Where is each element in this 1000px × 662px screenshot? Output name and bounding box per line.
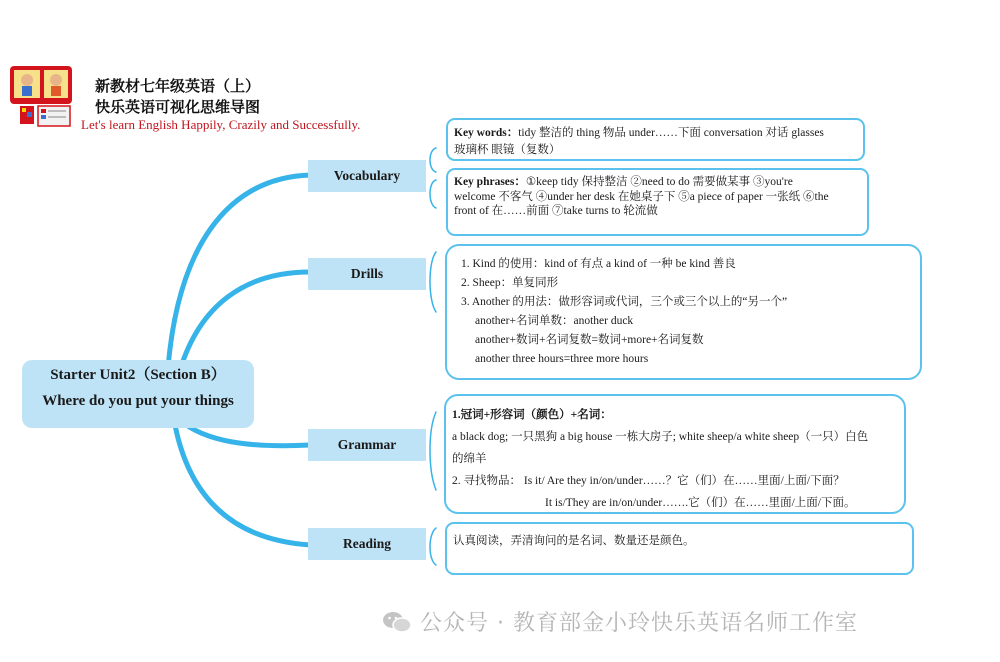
header-title-line2: 快乐英语可视化思维导图 xyxy=(95,98,261,116)
drills-item-3: 3. Another 的用法：做形容词或代词，三个或三个以上的“另一个” xyxy=(461,296,788,308)
drills-item-3b: another+数词+名词复数=数词+more+名词复数 xyxy=(475,334,704,346)
reading-box xyxy=(445,522,914,575)
wechat-icon xyxy=(382,610,412,634)
branch-grammar: Grammar xyxy=(308,429,426,461)
grammar-box xyxy=(444,394,906,514)
drills-item-3a: another+名词单数：another duck xyxy=(475,315,634,327)
central-topic-line2: Where do you put your things xyxy=(42,393,234,409)
key-words-box xyxy=(446,118,865,161)
key-words-line1: Key words：tidy 整洁的 thing 物品 under……下面 conversation 对话 glasses xyxy=(454,127,824,139)
bracket-reading xyxy=(430,528,436,565)
header-title-line1: 新教材七年级英语（上） xyxy=(95,77,261,95)
central-topic-line1: Starter Unit2（Section B） xyxy=(50,367,226,383)
reading-text: 认真阅读，弄清询问的是名词、数量还是颜色。 xyxy=(453,535,695,547)
bracket-drills xyxy=(430,252,436,312)
watermark-text: 公众号 · 教育部金小玲快乐英语名师工作室 xyxy=(420,611,858,636)
bracket-vocabulary xyxy=(430,148,436,208)
drills-item-1: 1. Kind 的使用：kind of 有点 a kind of 一种 be kind 善良 xyxy=(461,258,736,270)
key-phrases-line2: welcome 不客气 ④under her desk 在她桌子下 ⑤a piece of paper 一张纸 ⑥the xyxy=(454,190,829,203)
header-slogan: Let's learn English Happily, Crazily and Successfully. xyxy=(81,117,361,132)
key-phrases-line3: front of 在……前面 ⑦take turns to 轮流做 xyxy=(454,205,658,217)
key-words-label: Key words： xyxy=(454,127,519,139)
grammar-item-2-answer: It is/They are in/on/under…….它（们）在……里面/上面/下面。 xyxy=(545,497,856,509)
grammar-item-1: 1.冠词+形容词（颜色）+名词： xyxy=(452,409,612,421)
key-phrases-line1: Key phrases：①keep tidy 保持整洁 ②need to do 需要做某事 ③you're xyxy=(454,176,793,188)
drills-box xyxy=(445,244,922,380)
central-topic-node xyxy=(22,360,254,428)
branch-vocabulary: Vocabulary xyxy=(308,160,426,192)
drills-item-2: 2. Sheep：单复同形 xyxy=(461,277,559,289)
key-phrases-box xyxy=(446,168,869,236)
grammar-item-1-line2: 的绵羊 xyxy=(452,453,487,465)
connector-drills xyxy=(180,272,310,370)
key-words-line2: 玻璃杯 眼镜（复数） xyxy=(454,144,561,156)
grammar-item-2: 2. 寻找物品： Is it/ Are they in/on/under……？它（们）在……里面/上面/下面？ xyxy=(452,475,845,487)
bracket-grammar xyxy=(430,412,436,490)
key-phrases-label: Key phrases： xyxy=(454,176,526,188)
branch-reading: Reading xyxy=(308,528,426,560)
drills-item-3c: another three hours=three more hours xyxy=(475,353,649,365)
grammar-item-1-line1: a black dog; 一只黑狗 a big house 一栋大房子; white sheep/a white sheep（一只）白色 xyxy=(452,431,869,443)
branch-drills: Drills xyxy=(308,258,426,290)
book-logo-icon xyxy=(8,62,78,132)
